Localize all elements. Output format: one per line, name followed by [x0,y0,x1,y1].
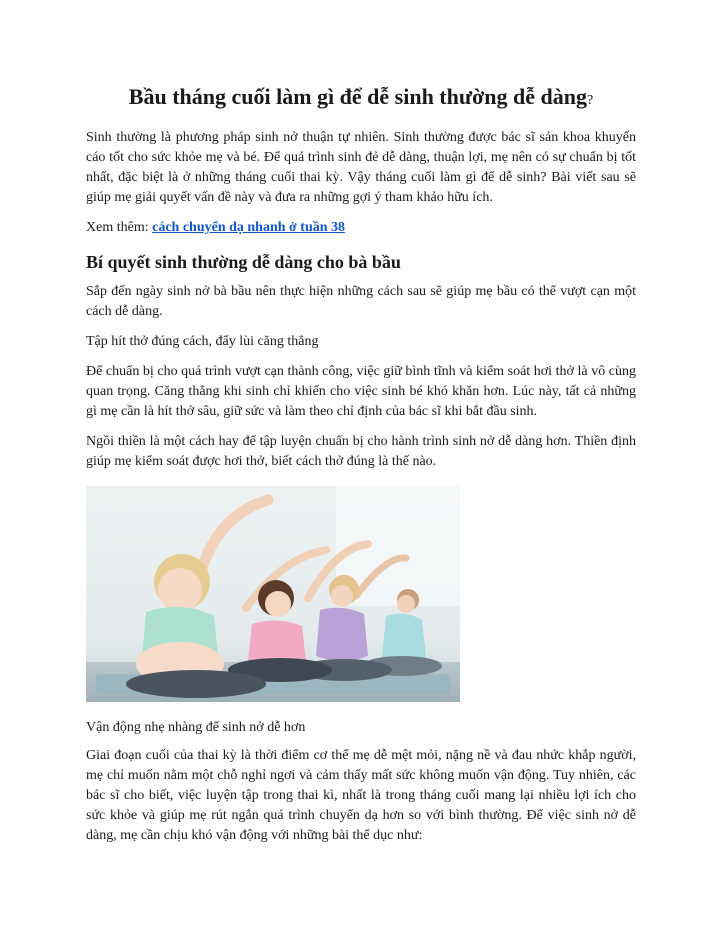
document-page [86,82,636,856]
tip2-body-paragraph: Giai đoạn cuối của thai kỳ là thời điểm cơ thể mẹ dễ mệt mỏi, nặng nề và đau nhức khắp người, mẹ chỉ muốn nằm một chỗ nghỉ ngơi và cảm thấy mất sức không muốn vận động. Tuy nhiên, các bác sĩ cho biết, việc luyện tập trong thai kì, nhất là trong tháng cuối mang lại nhiều lợi ích cho sức khỏe và giúp mẹ rút ngắn quá trình chuyển dạ hơn so với bình thường. Để việc sinh nở dễ dàng, mẹ cần chịu khó vận động với những bài thể dục như: [86,748,636,843]
intro-paragraph: Sinh thường là phương pháp sinh nở thuận tự nhiên. Sinh thường được bác sĩ sản khoa khuyến cáo tốt cho sức khỏe mẹ và bé. Để quá trình sinh đẻ dễ dàng, thuận lợi, mẹ nên có sự chuẩn bị tốt nhất, đặc biệt là ở những tháng cuối thai kỳ. Vậy tháng cuối làm gì để dễ sinh? Bài viết sau sẽ giúp mẹ giải quyết vấn đề này và đưa ra những gợi ý tham khảo hữu ích. [86,130,636,205]
tip1-body-paragraph: Để chuẩn bị cho quá trình vượt cạn thành công, việc giữ bình tĩnh và kiểm soát hơi thở là vô cùng quan trọng. Căng thẳng khi sinh chỉ khiến cho việc sinh bé khó khăn hơn. Lúc này, tất cả những gì mẹ cần là hít thở sâu, giữ sức và làm theo chỉ định của bác sĩ khi bắt đầu sinh. [86,364,636,419]
tip1-heading: Tập hít thở đúng cách, đẩy lùi căng thẳng [86,334,319,349]
see-also-line [86,218,636,238]
see-also-prefix: Xem thêm: [86,220,153,235]
page-title [86,82,636,116]
tip1-meditation-paragraph: Ngồi thiền là một cách hay để tập luyện chuẩn bị cho hành trình sinh nở dễ dàng hơn. Thiền định giúp mẹ kiểm soát được hơi thở, biết cách thở đúng là thế nào. [86,434,636,469]
page-title-mark: ? [586,93,594,108]
tip2-heading: Vận động nhẹ nhàng để sinh nở dễ hơn [86,720,306,735]
section-heading: Bí quyết sinh thường dễ dàng cho bà bầu [86,252,401,272]
section-intro-paragraph: Sắp đến ngày sinh nở bà bầu nên thực hiện những cách sau sẽ giúp mẹ bầu có thể vượt cạn một cách dễ dàng. [86,284,636,319]
page-title-text: Bầu tháng cuối làm gì để dễ sinh thường dễ dàng [128,84,587,109]
see-also-link[interactable]: cách chuyển dạ nhanh ở tuần 38 [152,220,346,235]
prenatal-yoga-photo [86,486,460,702]
